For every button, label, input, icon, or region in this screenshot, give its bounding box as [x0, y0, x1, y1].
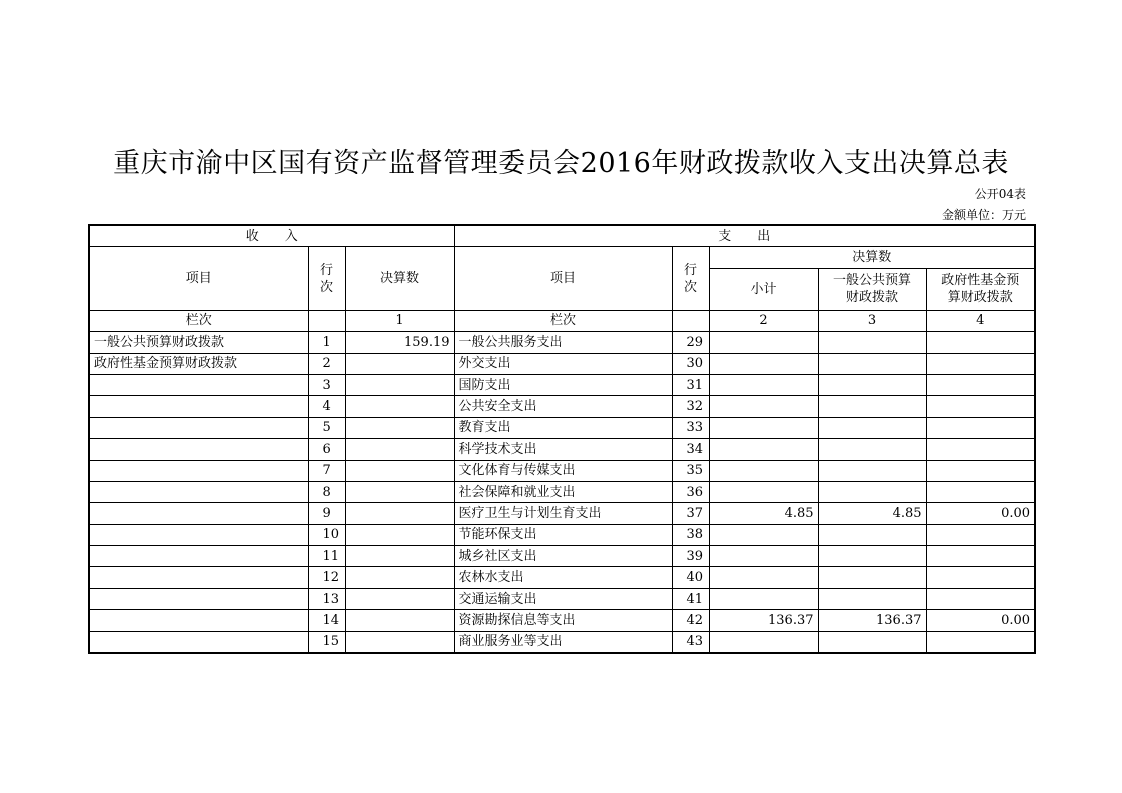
expense-item-cell: 医疗卫生与计划生育支出 — [454, 503, 672, 524]
expense-item-cell: 资源勘探信息等支出 — [454, 610, 672, 631]
fund-budget-cell — [926, 439, 1035, 460]
table-row — [89, 588, 1035, 609]
income-row-no-cell: 6 — [308, 439, 345, 460]
expense-row-no-cell: 29 — [672, 332, 709, 353]
income-item-cell — [89, 481, 308, 502]
fund-budget-cell — [926, 460, 1035, 481]
general-budget-cell — [818, 374, 926, 395]
income-item-cell: 政府性基金预算财政拨款 — [89, 353, 308, 374]
fund-budget-header: 政府性基金预 算财政拨款 — [926, 268, 1035, 310]
subtotal-cell — [709, 374, 818, 395]
income-row-no-cell: 2 — [308, 353, 345, 374]
general-budget-cell — [818, 524, 926, 545]
expense-row-no-cell: 36 — [672, 481, 709, 502]
table-row — [89, 374, 1035, 395]
income-item-cell — [89, 439, 308, 460]
expense-index-label: 栏次 — [454, 310, 672, 331]
income-row-no-cell: 15 — [308, 631, 345, 653]
subtotal-cell: 4.85 — [709, 503, 818, 524]
index-col-4: 4 — [926, 310, 1035, 331]
income-item-header: 项目 — [89, 247, 308, 310]
fund-budget-cell — [926, 481, 1035, 502]
expense-item-header: 项目 — [454, 247, 672, 310]
income-amount-cell — [345, 417, 454, 438]
table-row — [89, 396, 1035, 417]
column-header-row-1 — [89, 247, 1035, 268]
fund-budget-cell — [926, 396, 1035, 417]
expense-row-no-cell: 33 — [672, 417, 709, 438]
table-row — [89, 503, 1035, 524]
table-row — [89, 439, 1035, 460]
subtotal-cell — [709, 353, 818, 374]
general-budget-cell — [818, 439, 926, 460]
fund-budget-cell — [926, 353, 1035, 374]
income-item-cell — [89, 396, 308, 417]
income-amount-cell — [345, 439, 454, 460]
income-item-cell — [89, 417, 308, 438]
expense-row-no-cell: 35 — [672, 460, 709, 481]
income-item-cell — [89, 374, 308, 395]
subtotal-cell — [709, 546, 818, 567]
fund-budget-cell — [926, 631, 1035, 653]
expense-item-cell: 农林水支出 — [454, 567, 672, 588]
income-row-no-cell: 10 — [308, 524, 345, 545]
income-row-no-cell: 8 — [308, 481, 345, 502]
expense-item-cell: 文化体育与传媒支出 — [454, 460, 672, 481]
income-amount-cell — [345, 524, 454, 545]
income-item-cell — [89, 546, 308, 567]
expense-item-cell: 国防支出 — [454, 374, 672, 395]
income-amount-cell — [345, 396, 454, 417]
expense-row-no-cell: 40 — [672, 567, 709, 588]
table-row — [89, 481, 1035, 502]
fund-budget-cell: 0.00 — [926, 503, 1035, 524]
expense-item-cell: 商业服务业等支出 — [454, 631, 672, 653]
income-row-no-cell: 13 — [308, 588, 345, 609]
subtotal-cell — [709, 524, 818, 545]
table-row — [89, 332, 1035, 353]
expense-item-cell: 一般公共服务支出 — [454, 332, 672, 353]
subtotal-cell — [709, 588, 818, 609]
income-item-cell — [89, 631, 308, 653]
subtotal-cell — [709, 567, 818, 588]
subtotal-cell — [709, 460, 818, 481]
income-amount-cell: 159.19 — [345, 332, 454, 353]
expense-header: 支 出 — [454, 225, 1035, 247]
table-row — [89, 417, 1035, 438]
income-item-cell — [89, 610, 308, 631]
income-amount-header: 决算数 — [345, 247, 454, 310]
budget-table — [88, 224, 1036, 654]
general-budget-cell — [818, 631, 926, 653]
expense-row-no-cell: 39 — [672, 546, 709, 567]
table-row — [89, 546, 1035, 567]
income-item-cell — [89, 524, 308, 545]
fund-budget-cell — [926, 546, 1035, 567]
unit-note: 金额单位：万元 — [941, 208, 1026, 222]
general-budget-cell — [818, 332, 926, 353]
income-row-no-cell: 5 — [308, 417, 345, 438]
subtotal-cell — [709, 439, 818, 460]
fund-budget-cell — [926, 332, 1035, 353]
general-budget-cell — [818, 567, 926, 588]
expense-row-no-cell: 43 — [672, 631, 709, 653]
fund-budget-cell — [926, 567, 1035, 588]
expense-item-cell: 城乡社区支出 — [454, 546, 672, 567]
income-amount-cell — [345, 567, 454, 588]
expense-item-cell: 科学技术支出 — [454, 439, 672, 460]
table-number-note: 公开04表 — [974, 187, 1026, 201]
expense-row-no-cell: 31 — [672, 374, 709, 395]
subtotal-header: 小计 — [709, 268, 818, 310]
income-row-no-cell: 4 — [308, 396, 345, 417]
subtotal-cell — [709, 631, 818, 653]
income-row-no-cell: 3 — [308, 374, 345, 395]
fund-budget-cell — [926, 417, 1035, 438]
income-amount-cell — [345, 503, 454, 524]
income-item-cell — [89, 503, 308, 524]
income-amount-cell — [345, 546, 454, 567]
general-budget-cell: 4.85 — [818, 503, 926, 524]
income-row-no-cell: 11 — [308, 546, 345, 567]
table-row — [89, 460, 1035, 481]
expense-row-no-cell: 32 — [672, 396, 709, 417]
fund-budget-cell — [926, 374, 1035, 395]
general-budget-cell — [818, 481, 926, 502]
subtotal-cell: 136.37 — [709, 610, 818, 631]
income-row-no-cell: 14 — [308, 610, 345, 631]
expense-item-cell: 教育支出 — [454, 417, 672, 438]
fund-budget-cell — [926, 524, 1035, 545]
expense-item-cell: 节能环保支出 — [454, 524, 672, 545]
table-row — [89, 610, 1035, 631]
expense-item-cell: 交通运输支出 — [454, 588, 672, 609]
subtotal-cell — [709, 396, 818, 417]
index-col-3: 3 — [818, 310, 926, 331]
income-amount-cell — [345, 610, 454, 631]
expense-row-no-cell: 37 — [672, 503, 709, 524]
income-amount-cell — [345, 460, 454, 481]
income-amount-cell — [345, 374, 454, 395]
expense-row-no-header: 行 次 — [672, 247, 709, 310]
general-budget-cell — [818, 460, 926, 481]
subtotal-cell — [709, 417, 818, 438]
general-budget-cell — [818, 353, 926, 374]
subtotal-cell — [709, 332, 818, 353]
income-row-no-cell: 12 — [308, 567, 345, 588]
income-item-cell — [89, 460, 308, 481]
subtotal-cell — [709, 481, 818, 502]
expense-row-no-cell: 38 — [672, 524, 709, 545]
column-index-row — [89, 310, 1035, 331]
income-amount-cell — [345, 353, 454, 374]
income-amount-cell — [345, 588, 454, 609]
general-budget-cell — [818, 546, 926, 567]
income-index-label: 栏次 — [89, 310, 308, 331]
income-row-no-cell: 1 — [308, 332, 345, 353]
income-index-col: 1 — [345, 310, 454, 331]
blank-cell — [308, 310, 345, 331]
expense-item-cell: 公共安全支出 — [454, 396, 672, 417]
income-row-no-cell: 9 — [308, 503, 345, 524]
income-header: 收 入 — [89, 225, 454, 247]
expense-amount-header: 决算数 — [709, 247, 1035, 268]
income-item-cell: 一般公共预算财政拨款 — [89, 332, 308, 353]
income-item-cell — [89, 588, 308, 609]
general-budget-header: 一般公共预算 财政拨款 — [818, 268, 926, 310]
income-amount-cell — [345, 481, 454, 502]
income-row-no-cell: 7 — [308, 460, 345, 481]
general-budget-cell — [818, 417, 926, 438]
expense-row-no-cell: 41 — [672, 588, 709, 609]
table-row — [89, 567, 1035, 588]
section-header-row — [89, 225, 1035, 247]
expense-row-no-cell: 30 — [672, 353, 709, 374]
income-item-cell — [89, 567, 308, 588]
table-row — [89, 631, 1035, 653]
expense-item-cell: 外交支出 — [454, 353, 672, 374]
table-row — [89, 524, 1035, 545]
expense-row-no-cell: 42 — [672, 610, 709, 631]
fund-budget-cell — [926, 588, 1035, 609]
income-row-no-header: 行 次 — [308, 247, 345, 310]
expense-row-no-cell: 34 — [672, 439, 709, 460]
blank-cell — [672, 310, 709, 331]
page-title: 重庆市渝中区国有资产监督管理委员会2016年财政拨款收入支出决算总表 — [113, 148, 1009, 179]
fund-budget-cell: 0.00 — [926, 610, 1035, 631]
income-amount-cell — [345, 631, 454, 653]
table-row — [89, 353, 1035, 374]
general-budget-cell — [818, 396, 926, 417]
expense-item-cell: 社会保障和就业支出 — [454, 481, 672, 502]
general-budget-cell: 136.37 — [818, 610, 926, 631]
index-col-2: 2 — [709, 310, 818, 331]
general-budget-cell — [818, 588, 926, 609]
